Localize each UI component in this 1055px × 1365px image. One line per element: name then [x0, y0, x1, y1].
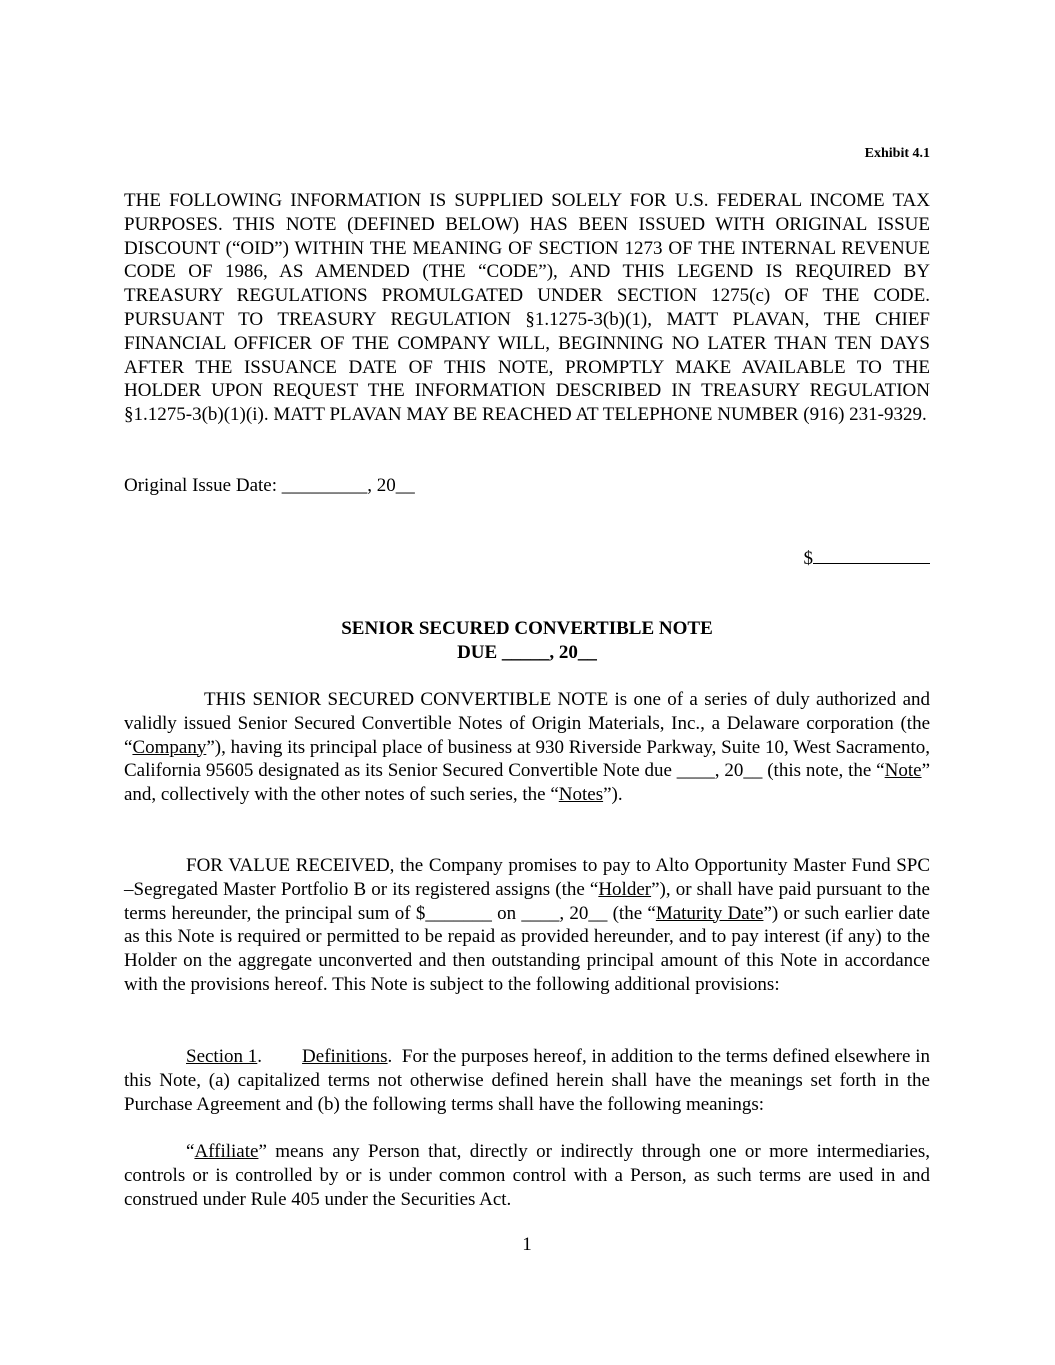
intro-text-4: ”). [603, 784, 623, 806]
section-1-paragraph: Section 1. Definitions. For the purposes hereof, in addition to the terms defined elsewhere in this Note, (a) capitalized terms not otherwise defined herein shall have the meanings set forth in the Purchase Agreement and (b) the following terms shall have the following meanings: [124, 1046, 930, 1115]
exhibit-label: Exhibit 4.1 [864, 146, 930, 161]
value-text-3: ”) or such earlier date as this Note is required or permitted to be repaid as provided hereunder, and to pay interest (if any) to the Holder on the aggregate unconverted and then outstanding principal amount of this Note in accordance with the provisions hereof. This Note is subject to the following additional provisions: [124, 902, 930, 995]
note-title [124, 617, 930, 665]
note-title-line2: DUE _____, 20__ [457, 642, 597, 663]
oid-legend: THE FOLLOWING INFORMATION IS SUPPLIED SOLELY FOR U.S. FEDERAL INCOME TAX PURPOSES. THIS NOTE (DEFINED BELOW) HAS BEEN ISSUED WITH ORIGINAL ISSUE DISCOUNT (“OID”) WITHIN THE MEANING OF SECTION 1273 OF THE INTERNAL REVENUE CODE OF 1986, AS AMENDED (THE “CODE”), AND THIS LEGEND IS REQUIRED BY TREASURY REGULATIONS PROMULGATED UNDER SECTION 1275(c) OF THE CODE. PURSUANT TO TREASURY REGULATION §1.1275-3(b)(1), MATT PLAVAN, THE CHIEF FINANCIAL OFFICER OF THE COMPANY WILL, BEGINNING NO LATER THAN TEN DAYS AFTER THE ISSUANCE DATE OF THIS NOTE, PROMPTLY MAKE AVAILABLE TO THE HOLDER UPON REQUEST THE INFORMATION DESCRIBED IN TREASURY REGULATION §1.1275-3(b)(1)(i). MATT PLAVAN MAY BE REACHED AT TELEPHONE NUMBER (916) 231-9329. [124, 190, 930, 426]
defined-term-note: Note [884, 760, 922, 782]
intro-text-3: ” and, collectively with the other notes of such series, the “ [124, 760, 930, 806]
affiliate-open-quote: “ [186, 1141, 195, 1162]
intro-text-1: THIS SENIOR SECURED CONVERTIBLE NOTE is one of a series of duly authorized and validly issued Senior Secured Convertible Notes of Origin Materials, Inc., a Delaware corporation (the “ [124, 689, 930, 758]
defined-term-affiliate: Affiliate [194, 1141, 259, 1162]
defined-term-company: Company [132, 736, 207, 758]
value-received-paragraph [124, 854, 930, 997]
affiliate-text: ” means any Person that, directly or indirectly through one or more intermediaries, controls or is controlled by or is under common control with a Person, as such terms are used in and construed under Rule 405 under the Securities Act. [124, 1141, 930, 1210]
value-text-2: ”), or shall have paid pursuant to the terms hereunder, the principal sum of $_______ on ____, 20__ (the “ [124, 878, 930, 924]
original-issue-date: Original Issue Date: _________, 20__ [124, 475, 415, 496]
affiliate-definition [124, 1140, 930, 1211]
defined-term-notes: Notes [558, 784, 604, 806]
defined-term-holder: Holder [598, 878, 652, 900]
principal-amount-field [804, 545, 931, 570]
defined-term-maturity-date: Maturity Date [655, 902, 764, 924]
section-1-text: For the purposes hereof, in addition to the terms defined elsewhere in this Note, (a) capitalized terms not otherwise defined herein shall have the meanings set forth in the Purchase Agreement and (b) the following terms shall have the following meanings: [124, 1046, 930, 1115]
value-text-1: FOR VALUE RECEIVED, the Company promises to pay to Alto Opportunity Master Fund SPC –Segregated Master Portfolio B or its registered assigns (the “ [124, 855, 930, 900]
intro-paragraph [124, 688, 930, 807]
intro-text-2: ”), having its principal place of business at 930 Riverside Parkway, Suite 10, West Sacramento, California 95605 designated as its Senior Secured Convertible Note due ____, 20__ (this note, the “ [124, 736, 930, 782]
dollar-sign: $ [803, 548, 813, 569]
amount-blank-line [813, 545, 930, 564]
section-1-heading: Definitions [302, 1046, 388, 1067]
page-number: 1 [522, 1234, 532, 1255]
note-title-line1: SENIOR SECURED CONVERTIBLE NOTE [341, 618, 713, 639]
section-1-number: Section 1 [186, 1046, 258, 1067]
